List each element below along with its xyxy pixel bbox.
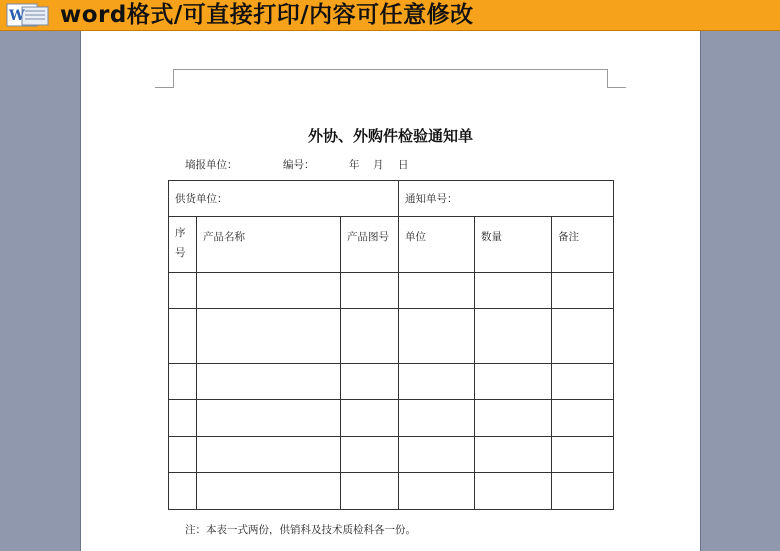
header-quantity: 数量 (475, 217, 552, 273)
header-product-drawing-no: 产品图号 (341, 217, 399, 273)
table-cell[interactable] (552, 363, 614, 399)
header-remark: 备注 (552, 217, 614, 273)
table-cell[interactable] (399, 273, 475, 309)
table-cell[interactable] (169, 472, 197, 509)
table-cell[interactable] (399, 436, 475, 472)
document-title: 外协、外购件检验通知单 (307, 127, 473, 145)
table-cell[interactable] (552, 472, 614, 509)
margin-corner-right (607, 69, 626, 88)
margin-guide-line (173, 69, 607, 70)
table-cell[interactable] (475, 399, 552, 436)
header-seq: 序号 (169, 217, 197, 273)
day-label: 日 (398, 159, 409, 171)
table-row (169, 399, 614, 436)
table-cell[interactable] (552, 436, 614, 472)
table-cell[interactable] (197, 472, 341, 509)
table-row (169, 472, 614, 509)
table-cell[interactable] (552, 399, 614, 436)
table-cell[interactable] (197, 273, 341, 309)
table-cell[interactable] (341, 472, 399, 509)
top-banner (0, 0, 780, 31)
table-cell[interactable] (169, 363, 197, 399)
table-cell[interactable] (197, 309, 341, 363)
table-cell[interactable] (399, 309, 475, 363)
table-cell[interactable] (475, 309, 552, 363)
table-cell[interactable] (552, 273, 614, 309)
table-cell[interactable] (475, 273, 552, 309)
margin-corner-left (155, 69, 174, 88)
table-cell[interactable] (341, 399, 399, 436)
table-cell[interactable] (341, 363, 399, 399)
table-cell[interactable] (197, 363, 341, 399)
table-row (169, 363, 614, 399)
inspection-notice-table (168, 180, 614, 510)
table-cell[interactable] (399, 399, 475, 436)
right-gutter-edge (700, 31, 701, 551)
table-row (169, 436, 614, 472)
table-header-row (169, 217, 614, 273)
table-cell[interactable] (475, 472, 552, 509)
table-row (169, 181, 614, 217)
fill-unit-label: 墒报单位： (185, 159, 238, 171)
table-cell[interactable] (197, 399, 341, 436)
header-product-name: 产品名称 (197, 217, 341, 273)
table-cell[interactable] (475, 363, 552, 399)
banner-text: word格式/可直接打印/内容可任意修改 (60, 2, 474, 28)
table-cell[interactable] (169, 399, 197, 436)
month-label: 月 (373, 159, 384, 171)
left-gutter (0, 31, 80, 551)
table-cell[interactable] (169, 273, 197, 309)
word-document-icon (6, 3, 52, 27)
table-row (169, 309, 614, 363)
right-gutter (700, 31, 780, 551)
table-row (169, 273, 614, 309)
table-cell[interactable] (169, 309, 197, 363)
table-cell[interactable] (197, 436, 341, 472)
table-cell[interactable] (341, 309, 399, 363)
table-cell[interactable] (399, 472, 475, 509)
supplier-cell[interactable] (169, 181, 399, 217)
document-page[interactable] (81, 31, 700, 551)
supplier-label: 供货单位： (175, 193, 228, 206)
footnote: 注：本表一式两份，供销科及技术质检科各一份。 (185, 524, 416, 536)
table-cell[interactable] (341, 273, 399, 309)
notice-number-cell[interactable] (399, 181, 614, 217)
number-label: 编号： (283, 159, 315, 171)
table-cell[interactable] (399, 363, 475, 399)
svg-text:W: W (9, 8, 25, 24)
table-cell[interactable] (475, 436, 552, 472)
table-cell[interactable] (341, 436, 399, 472)
notice-number-label: 通知单号： (405, 193, 458, 206)
year-label: 年 (349, 159, 360, 171)
table-cell[interactable] (169, 436, 197, 472)
header-unit: 单位 (399, 217, 475, 273)
table-cell[interactable] (552, 309, 614, 363)
